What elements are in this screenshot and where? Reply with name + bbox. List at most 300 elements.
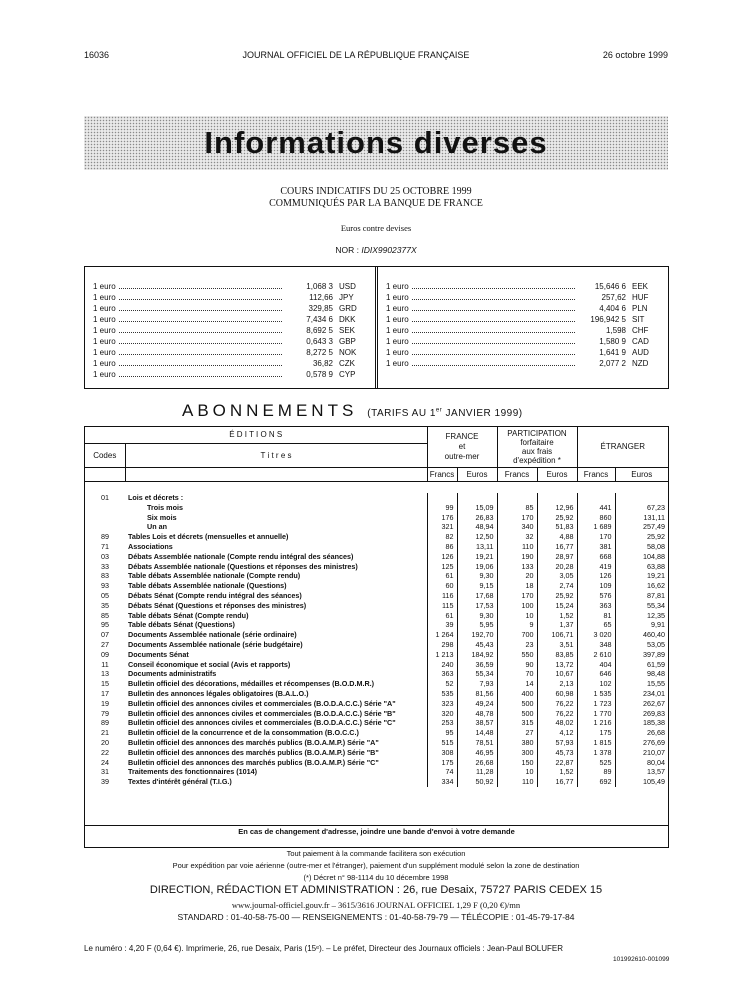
section-banner [84, 116, 668, 170]
row-code: 33 [101, 561, 109, 571]
row-price: 17,53 [457, 601, 497, 611]
row-price: 109 [577, 581, 615, 591]
currency-code: SEK [339, 326, 356, 335]
row-price: 3,51 [537, 640, 577, 650]
titres-header: T i t r e s [125, 443, 427, 467]
rate-label: 1 euro [386, 348, 409, 357]
row-title: Tables Lois et décrets (mensuelles et annuelle) [128, 532, 289, 542]
row-price: 10,67 [537, 669, 577, 679]
row-price: 576 [577, 591, 615, 601]
rate-value: 8,692 5 [306, 326, 333, 335]
row-price: 22,87 [537, 758, 577, 768]
francs-header: Francs [577, 467, 615, 481]
leader-dots [119, 292, 282, 300]
row-price: 176 [427, 513, 457, 523]
currency-code: USD [339, 282, 356, 291]
row-price: 253 [427, 718, 457, 728]
row-title: Lois et décrets : [128, 493, 184, 502]
row-price: 190 [497, 552, 537, 562]
row-price: 1,37 [537, 620, 577, 630]
row-price: 1 216 [577, 718, 615, 728]
row-title: Bulletin officiel de la concurrence et de la consommation (B.O.C.C.) [128, 728, 359, 738]
row-price: 19,21 [457, 552, 497, 562]
row-code: 83 [101, 571, 109, 581]
row-price: 9 [497, 620, 537, 630]
nor-label: NOR : [335, 245, 359, 255]
row-price: 1 378 [577, 748, 615, 758]
row-price: 14 [497, 679, 537, 689]
row-price: 17,68 [457, 591, 497, 601]
rate-row [93, 336, 369, 347]
table-row [85, 709, 668, 719]
rate-row [93, 314, 369, 325]
row-price: 99 [427, 503, 457, 513]
row-price: 4,88 [537, 532, 577, 542]
part-line-1: PARTICIPATION [507, 428, 567, 438]
row-price: 308 [427, 748, 457, 758]
row-price: 16,77 [537, 777, 577, 787]
row-price: 39 [427, 620, 457, 630]
row-price: 1 264 [427, 630, 457, 640]
direction-line: DIRECTION, RÉDACTION ET ADMINISTRATION : 26, rue Desaix, 75727 PARIS CEDEX 15 [149, 884, 603, 896]
row-price: 340 [497, 522, 537, 532]
row-title: Débats Sénat (Questions et réponses des ministres) [128, 600, 307, 610]
row-price: 106,71 [537, 630, 577, 640]
row-price: 89 [577, 767, 615, 777]
table-row [85, 728, 668, 738]
row-price: 23 [497, 640, 537, 650]
row-title: Débats Assemblée nationale (Questions et réponses des ministres) [128, 561, 358, 571]
row-price: 131,11 [615, 513, 668, 523]
row-title: Débats Assemblée nationale (Compte rendu intégral des séances) [128, 551, 354, 561]
currency-code: JPY [339, 293, 354, 302]
row-price: 67,23 [615, 503, 668, 513]
table-row [85, 738, 668, 748]
row-price: 49,24 [457, 699, 497, 709]
leader-dots [412, 325, 575, 333]
abonnements-heading [182, 401, 523, 421]
row-price: 20 [497, 571, 537, 581]
row-price: 1 213 [427, 650, 457, 660]
row-price: 321 [427, 522, 457, 532]
row-price: 26,83 [457, 513, 497, 523]
row-price: 45,73 [537, 748, 577, 758]
subscription-table [84, 426, 669, 848]
journal-title: JOURNAL OFFICIEL DE LA RÉPUBLIQUE FRANÇAISE [242, 50, 470, 60]
table-row [85, 679, 668, 689]
table-row [85, 562, 668, 572]
currency-code: CYP [339, 370, 356, 379]
nor-reference [84, 245, 668, 255]
rate-label: 1 euro [93, 304, 116, 313]
row-price: 48,02 [537, 718, 577, 728]
cours-heading [84, 186, 668, 210]
currency-code: GBP [339, 337, 356, 346]
row-price: 25,92 [537, 591, 577, 601]
row-price: 5,95 [457, 620, 497, 630]
row-price: 46,95 [457, 748, 497, 758]
abonnements-title: ABONNEMENTS [182, 401, 358, 420]
euros-header: Euros [615, 467, 668, 481]
currency-code: CHF [632, 326, 649, 335]
row-price: 81,56 [457, 689, 497, 699]
row-price: 100 [497, 601, 537, 611]
row-price: 26,68 [457, 758, 497, 768]
rate-value: 8,272 5 [306, 348, 333, 357]
row-price: 15,55 [615, 679, 668, 689]
row-price: 52 [427, 679, 457, 689]
row-price: 500 [497, 709, 537, 719]
row-price: 51,83 [537, 522, 577, 532]
rates-column-left [85, 267, 378, 388]
row-price: 397,89 [615, 650, 668, 660]
row-price: 170 [497, 591, 537, 601]
row-code: 20 [101, 737, 109, 747]
row-title: Traitements des fonctionnaires (1014) [128, 767, 258, 777]
table-row [85, 522, 668, 532]
row-price: 269,83 [615, 709, 668, 719]
tarifs-date [367, 408, 522, 419]
row-code: 19 [101, 698, 109, 708]
row-price: 175 [577, 728, 615, 738]
table-row [85, 591, 668, 601]
row-code: 05 [101, 590, 109, 600]
france-header [427, 427, 497, 467]
euros-header: Euros [537, 467, 577, 481]
row-price: 48,94 [457, 522, 497, 532]
row-price: 19,06 [457, 562, 497, 572]
row-price: 76,22 [537, 709, 577, 719]
row-price: 185,38 [615, 718, 668, 728]
part-line-3: aux frais [521, 446, 553, 456]
table-row [85, 777, 668, 787]
rate-value: 112,66 [309, 293, 333, 302]
row-price: 125 [427, 562, 457, 572]
row-price: 45,43 [457, 640, 497, 650]
row-code: 24 [101, 757, 109, 767]
editions-header: É D I T I O N S [85, 427, 427, 443]
rate-row [386, 314, 662, 325]
row-price: 16,77 [537, 542, 577, 552]
tarifs-pre: (TARIFS AU 1 [367, 408, 436, 419]
row-price: 300 [497, 748, 537, 758]
row-price: 18 [497, 581, 537, 591]
row-price: 460,40 [615, 630, 668, 640]
rate-label: 1 euro [93, 282, 116, 291]
row-code: 09 [101, 649, 109, 659]
row-code: 07 [101, 630, 109, 640]
row-title: Table débats Sénat (Compte rendu) [128, 610, 249, 620]
table-row [85, 689, 668, 699]
row-title: Six mois [147, 512, 177, 522]
rate-row [93, 325, 369, 336]
row-price: 76,22 [537, 699, 577, 709]
table-row [85, 650, 668, 660]
row-title: Débats Sénat (Compte rendu intégral des séances) [128, 590, 302, 600]
currency-code: GRD [339, 304, 357, 313]
row-price: 700 [497, 630, 537, 640]
row-price: 1,52 [537, 611, 577, 621]
change-notice: En cas de changement d'adresse, joindre une bande d'envoi à votre demande [85, 825, 668, 838]
row-price: 11,28 [457, 767, 497, 777]
table-row [85, 669, 668, 679]
row-price: 61 [427, 611, 457, 621]
row-price: 102 [577, 679, 615, 689]
row-title: Associations [128, 541, 173, 551]
row-price: 61,59 [615, 660, 668, 670]
row-price: 55,34 [457, 669, 497, 679]
row-price: 126 [577, 571, 615, 581]
leader-dots [412, 281, 575, 289]
rate-row [386, 336, 662, 347]
row-price: 525 [577, 758, 615, 768]
leader-dots [412, 303, 575, 311]
tarifs-post: JANVIER 1999) [442, 408, 523, 419]
france-line-2: et [458, 441, 466, 451]
row-code [85, 503, 125, 513]
row-price: 57,93 [537, 738, 577, 748]
rate-label: 1 euro [386, 293, 409, 302]
blank-header [125, 467, 427, 481]
rate-label: 1 euro [386, 304, 409, 313]
currency-code: AUD [632, 348, 649, 357]
row-price: 184,92 [457, 650, 497, 660]
row-price: 53,05 [615, 640, 668, 650]
row-price: 38,57 [457, 718, 497, 728]
row-price [537, 493, 577, 503]
participation-header [497, 427, 577, 467]
row-title: Textes d'intérêt général (T.I.G.) [128, 777, 232, 787]
row-price: 95 [427, 728, 457, 738]
row-title: Bulletin officiel des annonces des marchés publics (B.O.A.M.P.) Série "A" [128, 737, 379, 747]
row-price [457, 493, 497, 503]
rate-label: 1 euro [93, 370, 116, 379]
rate-label: 1 euro [93, 326, 116, 335]
rate-value: 1,641 9 [599, 348, 626, 357]
row-price: 240 [427, 660, 457, 670]
rate-row [93, 303, 369, 314]
row-code: 71 [101, 541, 109, 551]
row-title: Bulletin officiel des annonces civiles et commerciales (B.O.D.A.C.C.) Série "C" [128, 718, 396, 728]
exchange-rates-box [84, 266, 669, 389]
row-title: Table débats Assemblée nationale (Compte rendu) [128, 571, 301, 581]
row-title: Documents administratifs [128, 669, 217, 679]
rate-label: 1 euro [93, 359, 116, 368]
row-title: Documents Sénat [128, 649, 189, 659]
row-price: 234,01 [615, 689, 668, 699]
row-price: 9,30 [457, 571, 497, 581]
france-line-3: outre-mer [444, 451, 480, 461]
row-price: 90 [497, 660, 537, 670]
rate-row [93, 347, 369, 358]
row-price [497, 493, 537, 503]
leader-dots [119, 281, 282, 289]
row-price: 110 [497, 777, 537, 787]
row-price: 20,28 [537, 562, 577, 572]
rate-row [386, 303, 662, 314]
row-price [577, 493, 615, 503]
rate-row [93, 358, 369, 369]
rate-row [386, 325, 662, 336]
row-price: 9,30 [457, 611, 497, 621]
row-price: 2,13 [537, 679, 577, 689]
row-price: 80,04 [615, 758, 668, 768]
table-row [85, 552, 668, 562]
rate-label: 1 euro [93, 315, 116, 324]
row-price: 63,88 [615, 562, 668, 572]
row-price: 150 [497, 758, 537, 768]
row-code: 39 [101, 777, 109, 787]
row-price: 104,88 [615, 552, 668, 562]
row-price: 36,59 [457, 660, 497, 670]
row-code: 03 [101, 551, 109, 561]
row-code: 35 [101, 600, 109, 610]
row-price: 65 [577, 620, 615, 630]
row-code: 13 [101, 669, 109, 679]
cours-line-2: COMMUNIQUÉS PAR LA BANQUE DE FRANCE [269, 198, 483, 209]
payment-notes [84, 848, 668, 884]
row-title: Documents Assemblée nationale (série ordinaire) [128, 630, 297, 640]
row-price: 1 770 [577, 709, 615, 719]
row-price: 28,97 [537, 552, 577, 562]
row-price: 105,49 [615, 777, 668, 787]
row-price: 32 [497, 532, 537, 542]
table-row [85, 571, 668, 581]
row-price: 170 [497, 513, 537, 523]
rate-label: 1 euro [93, 293, 116, 302]
currency-code: EEK [632, 282, 649, 291]
row-price: 15,24 [537, 601, 577, 611]
currency-code: CAD [632, 337, 649, 346]
row-price: 74 [427, 767, 457, 777]
row-price: 1 689 [577, 522, 615, 532]
row-title: Bulletin des annonces légales obligatoires (B.A.L.O.) [128, 688, 309, 698]
row-price: 441 [577, 503, 615, 513]
rate-label: 1 euro [386, 359, 409, 368]
row-price: 692 [577, 777, 615, 787]
row-price: 98,48 [615, 669, 668, 679]
row-price: 348 [577, 640, 615, 650]
row-price: 860 [577, 513, 615, 523]
rate-row [386, 358, 662, 369]
rate-value: 36,82 [312, 359, 333, 368]
row-title: Bulletin officiel des annonces des marchés publics (B.O.A.M.P.) Série "C" [128, 757, 379, 767]
row-code: 95 [101, 620, 109, 630]
rate-label: 1 euro [386, 315, 409, 324]
part-line-4: d'expédition * [513, 455, 561, 465]
row-price: 48,78 [457, 709, 497, 719]
rate-row [386, 281, 662, 292]
row-price: 16,62 [615, 581, 668, 591]
footer-code: 101992610-001099 [613, 956, 670, 963]
rate-value: 196,942 5 [590, 315, 626, 324]
row-price: 419 [577, 562, 615, 572]
rate-value: 15,646 6 [594, 282, 626, 291]
row-code: 93 [101, 581, 109, 591]
footer-text: Le numéro : 4,20 F (0,64 €). Imprimerie, 26, rue Desaix, Paris (15ᵉ). – Le préfet, Directeur des Journaux officiels : Jean-Paul BOLUFER [84, 944, 564, 953]
table-row [85, 493, 668, 503]
row-price: 61 [427, 571, 457, 581]
currency-code: CZK [339, 359, 355, 368]
rate-value: 1,580 9 [599, 337, 626, 346]
rate-label: 1 euro [93, 337, 116, 346]
row-price: 81 [577, 611, 615, 621]
row-price: 110 [497, 542, 537, 552]
row-price: 381 [577, 542, 615, 552]
note-payment: Tout paiement à la commande facilitera son exécution [286, 849, 466, 858]
rate-value: 329,85 [308, 304, 333, 313]
row-price [427, 493, 457, 503]
rate-row [93, 292, 369, 303]
row-price: 55,34 [615, 601, 668, 611]
row-price: 115 [427, 601, 457, 611]
row-price: 116 [427, 591, 457, 601]
france-line-1: FRANCE [445, 431, 479, 441]
rate-value: 1,068 3 [306, 282, 333, 291]
row-price: 334 [427, 777, 457, 787]
row-price: 668 [577, 552, 615, 562]
row-price: 380 [497, 738, 537, 748]
row-price: 126 [427, 552, 457, 562]
row-price: 298 [427, 640, 457, 650]
row-price: 60 [427, 581, 457, 591]
row-title: Bulletin officiel des annonces civiles et commerciales (B.O.D.A.C.C.) Série "A" [128, 698, 396, 708]
row-title: Bulletin officiel des décorations, médailles et récompenses (B.O.D.M.R.) [128, 679, 375, 689]
row-price: 2 610 [577, 650, 615, 660]
euros-header: Euros [457, 467, 497, 481]
rate-value: 257,62 [601, 293, 626, 302]
row-price: 70 [497, 669, 537, 679]
row-code: 22 [101, 747, 109, 757]
leader-dots [119, 336, 282, 344]
row-code: 31 [101, 767, 109, 777]
leader-dots [412, 314, 575, 322]
row-price: 25,92 [537, 513, 577, 523]
row-price: 25,92 [615, 532, 668, 542]
part-line-2: forfaitaire [520, 437, 554, 447]
row-price: 58,08 [615, 542, 668, 552]
table-row [85, 699, 668, 709]
row-price: 83,85 [537, 650, 577, 660]
francs-header: Francs [497, 467, 537, 481]
row-price: 50,92 [457, 777, 497, 787]
leader-dots [119, 314, 282, 322]
row-title: Conseil économique et social (Avis et rapports) [128, 659, 291, 669]
row-price: 3 020 [577, 630, 615, 640]
row-price: 2,74 [537, 581, 577, 591]
row-title: Table débats Sénat (Questions) [128, 620, 235, 630]
row-code: 21 [101, 728, 109, 738]
row-code: 85 [101, 610, 109, 620]
table-row [85, 660, 668, 670]
currency-code: HUF [632, 293, 649, 302]
banner-title: Informations diverses [204, 125, 548, 160]
row-price: 210,07 [615, 748, 668, 758]
row-code: 17 [101, 688, 109, 698]
table-row [85, 630, 668, 640]
row-price: 646 [577, 669, 615, 679]
row-price: 500 [497, 699, 537, 709]
etranger-header: ÉTRANGER [577, 427, 668, 467]
row-title: Table débats Assemblée nationale (Questions) [128, 581, 287, 591]
codes-header: Codes [85, 443, 125, 467]
row-price: 320 [427, 709, 457, 719]
table-row [85, 542, 668, 552]
tarifs-sup: er [435, 407, 443, 414]
row-price: 192,70 [457, 630, 497, 640]
leader-dots [119, 325, 282, 333]
telephone-line: STANDARD : 01-40-58-75-00 — RENSEIGNEMENTS : 01-40-58-79-79 — TÉLÉCOPIE : 01-45-79-17-84 [177, 912, 575, 922]
